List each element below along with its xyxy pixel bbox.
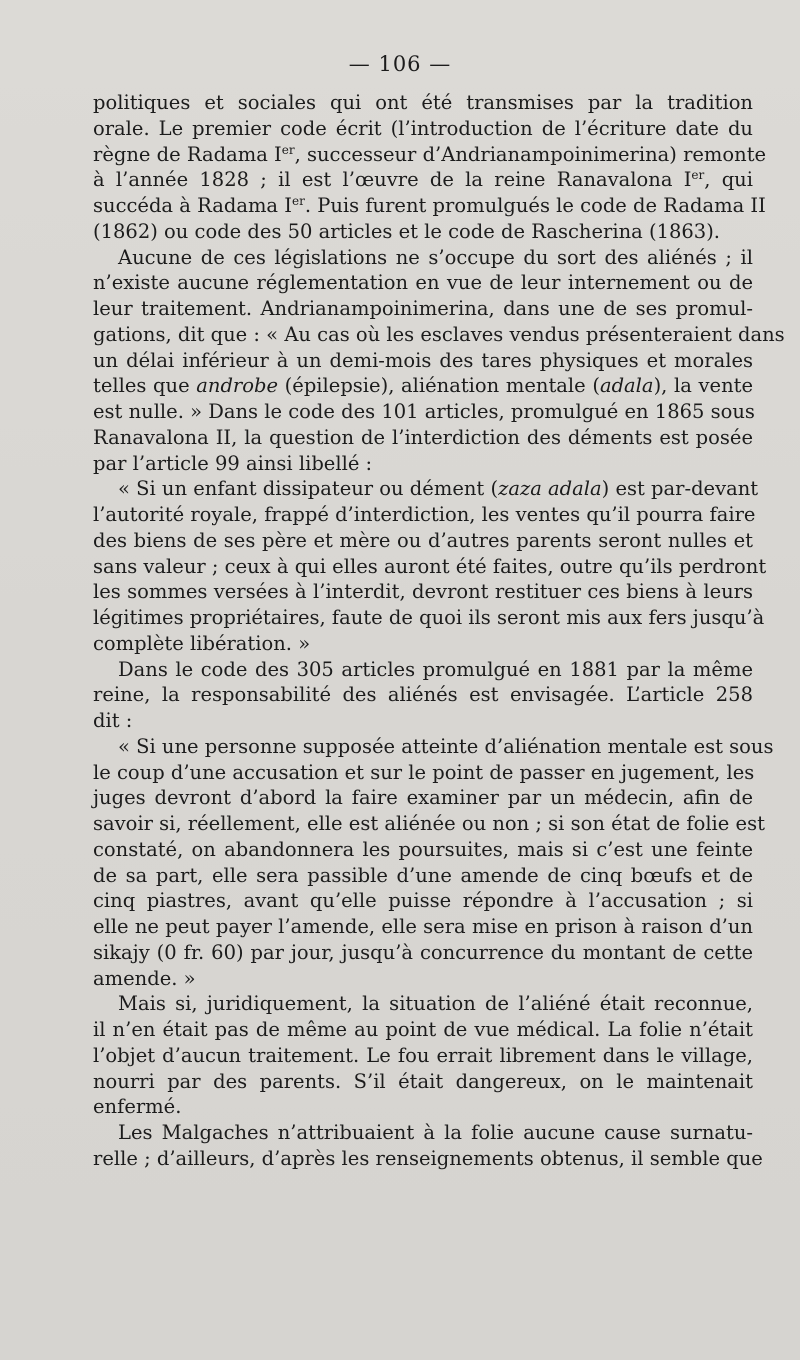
text-line: sans valeur ; ceux à qui elles auront été faites, outre qu’ils perdront	[93, 554, 767, 578]
text-line	[93, 142, 767, 168]
text-span: er	[281, 142, 295, 157]
text-line	[93, 167, 753, 193]
text-line: reine, la responsabilité des aliénés est envisagée. L’article 258	[93, 683, 753, 707]
text-span: ) est par-devant	[601, 477, 759, 501]
text-line: politiques et sociales qui ont été transmises par la tradition	[93, 91, 753, 114]
text-line: est nulle. » Dans le code des 101 articles, promulgué en 1865 sous	[93, 400, 755, 423]
text-line: leur traitement. Andrianampoinimerina, dans une de ses promul-	[93, 297, 753, 320]
text-line: n’existe aucune réglementation en vue de leur internement ou de	[93, 271, 753, 295]
text-span: zaza adala	[498, 477, 602, 501]
text-span: adala	[599, 374, 654, 398]
text-line: juges devront d’abord la faire examiner par un médecin, afin de	[93, 786, 753, 810]
text-span: « Si un enfant dissipateur ou dément (	[118, 477, 499, 501]
text-line: amende. »	[93, 966, 196, 990]
text-line: légitimes propriétaires, faute de quoi ils seront mis aux fers jusqu’à	[93, 606, 765, 629]
text-line: gations, dit que : « Au cas où les esclaves vendus présenteraient dans	[93, 322, 785, 346]
text-line: l’autorité royale, frappé d’interdiction, les ventes qu’il pourra faire	[93, 503, 756, 526]
text-line: Les Malgaches n’attribuaient à la folie aucune cause surnatu-	[118, 1121, 753, 1144]
text-line: cinq piastres, avant qu’elle puisse répondre à l’accusation ; si	[93, 889, 753, 913]
text-line: Aucune de ces législations ne s’occupe du sort des aliénés ; il	[118, 245, 753, 269]
text-line: il n’en était pas de même au point de vue médical. La folie n’était	[93, 1018, 753, 1041]
text-line: enfermé.	[93, 1095, 182, 1119]
text-line: de sa part, elle sera passible d’une amende de cinq bœufs et de	[93, 863, 753, 887]
text-line: sikajy (0 fr. 60) par jour, jusqu’à concurrence du montant de cette	[93, 940, 753, 964]
text-span: , successeur d’Andrianampoinimerina) remonte	[294, 142, 767, 166]
text-span: , qui	[704, 168, 753, 192]
text-span: er	[691, 168, 705, 183]
text-span: ), la vente	[653, 374, 754, 398]
text-line: relle ; d’ailleurs, d’après les renseignements obtenus, il semble que	[93, 1146, 763, 1170]
text-line: les sommes versées à l’interdit, devront restituer ces biens à leurs	[93, 580, 753, 604]
body-text	[93, 90, 785, 1172]
text-span: er	[291, 194, 305, 208]
text-line	[93, 193, 766, 219]
text-line: l’objet d’aucun traitement. Le fou errait librement dans le village,	[93, 1043, 753, 1067]
text-span: règne de Radama I	[93, 142, 282, 166]
text-line: orale. Le premier code écrit (l’introduction de l’écriture date du	[93, 116, 753, 140]
text-line: un délai inférieur à un demi-mois des tares physiques et morales	[93, 348, 753, 372]
text-span: (épilepsie), aliénation mentale (	[278, 374, 600, 398]
text-line: le coup d’une accusation et sur le point de passer en jugement, les	[93, 760, 755, 784]
text-line: par l’article 99 ainsi libellé :	[93, 451, 373, 475]
text-line: savoir si, réellement, elle est aliénée ou non ; si son état de folie est	[93, 812, 765, 835]
text-line: Mais si, juridiquement, la situation de l’aliéné était reconnue,	[118, 992, 753, 1016]
text-line	[93, 373, 753, 399]
text-span: à l’année 1828 ; il est l’œuvre de la reine Ranavalona I	[93, 168, 692, 192]
page-number: — 106 —	[348, 52, 452, 76]
text-line: dit :	[93, 709, 133, 732]
text-line: Ranavalona II, la question de l’interdiction des déments est posée	[93, 425, 753, 449]
text-line: nourri par des parents. S’il était dangereux, on le maintenait	[93, 1069, 753, 1093]
text-line: (1862) ou code des 50 articles et le code de Rascherina (1863).	[93, 219, 720, 243]
text-line: Dans le code des 305 articles promulgué en 1881 par la même	[118, 657, 753, 681]
text-line: complète libération. »	[93, 631, 311, 655]
text-span: . Puis furent promulgués le code de Radama II	[304, 194, 766, 217]
text-line	[93, 476, 759, 502]
text-line: « Si une personne supposée atteinte d’aliénation mentale est sous	[118, 734, 774, 758]
text-line: elle ne peut payer l’amende, elle sera mise en prison à raison d’un	[93, 915, 753, 938]
text-span: androbe	[196, 374, 279, 398]
text-line: des biens de ses père et mère ou d’autres parents seront nulles et	[93, 528, 753, 552]
text-span: succéda à Radama I	[93, 194, 292, 217]
text-span: telles que	[93, 374, 197, 398]
text-line: constaté, on abandonnera les poursuites, mais si c’est une feinte	[93, 837, 753, 861]
